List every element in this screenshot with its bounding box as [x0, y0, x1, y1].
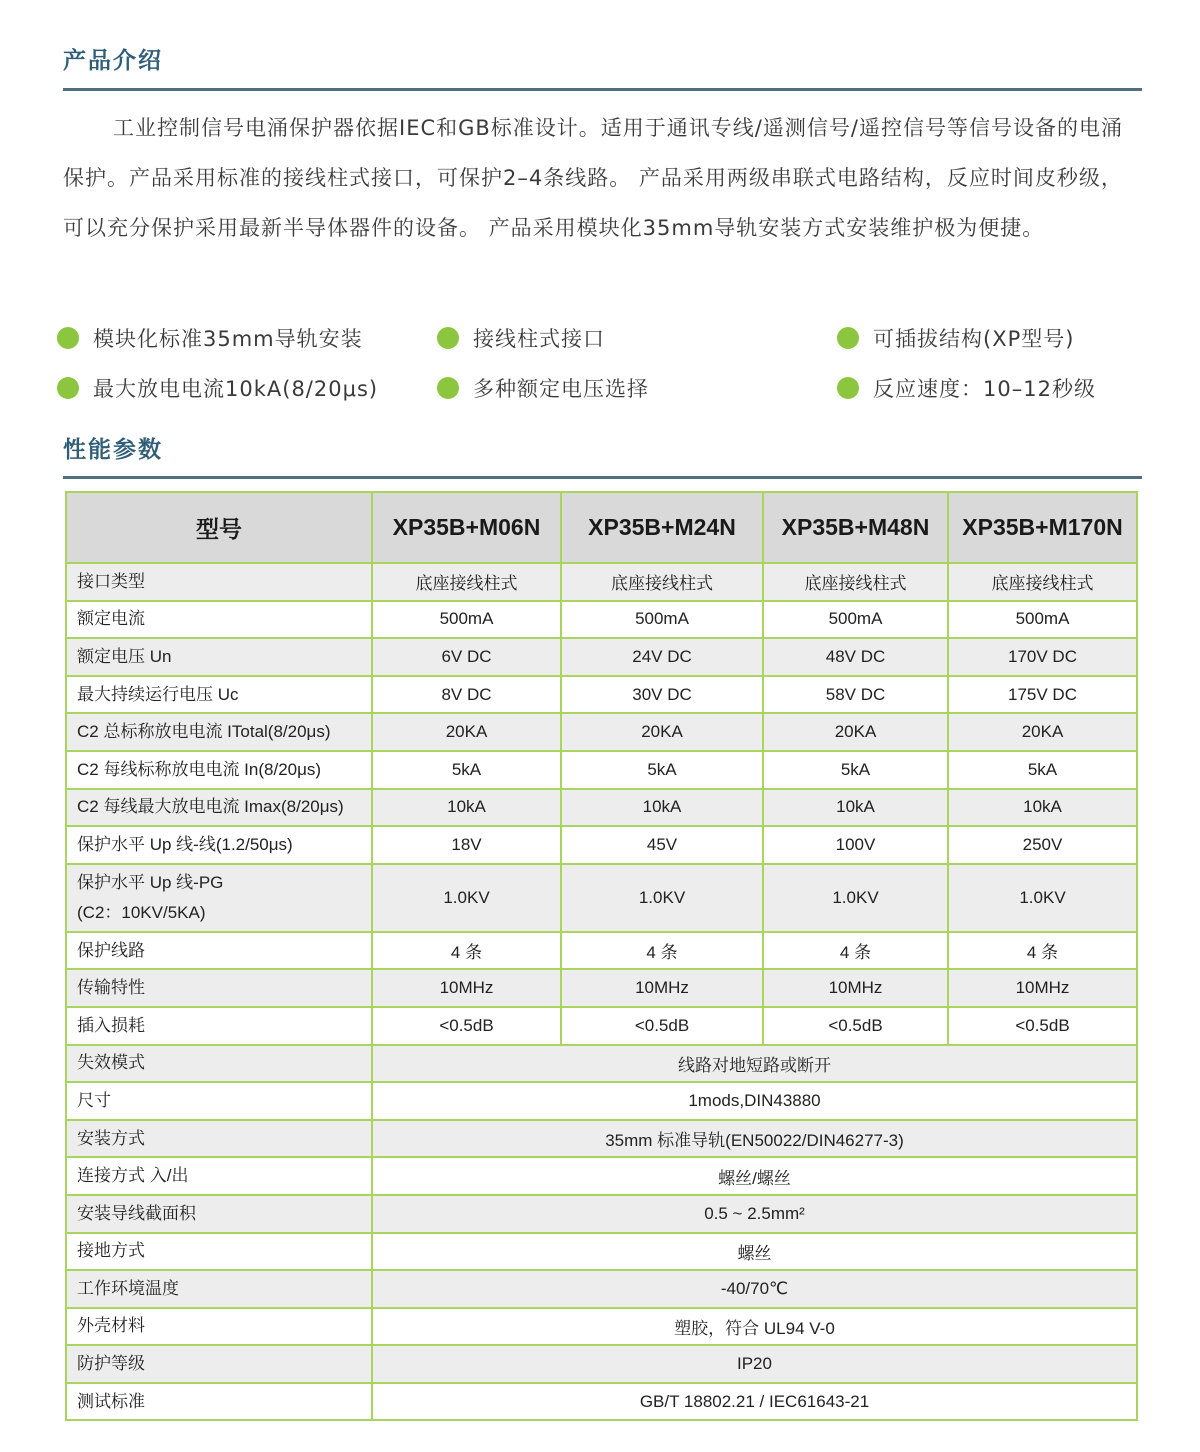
feature-item [57, 368, 378, 408]
cell-value: 5kA [948, 751, 1137, 789]
table-row [66, 1308, 1137, 1346]
cell-value: 250V [948, 826, 1137, 864]
green-bullet-icon [837, 377, 859, 399]
table-row [66, 751, 1137, 789]
green-bullet-icon [437, 327, 459, 349]
spec-table-header-row [66, 492, 1137, 563]
cell-value: 5kA [763, 751, 948, 789]
cell-value: 10MHz [948, 969, 1137, 1007]
cell-value: 45V [561, 826, 763, 864]
cell-value: 175V DC [948, 676, 1137, 714]
row-label: 工作环境温度 [66, 1270, 372, 1308]
feature-label: 多种额定电压选择 [473, 377, 649, 401]
feature-item [57, 318, 363, 358]
cell-value: 20KA [763, 713, 948, 751]
cell-value: 20KA [948, 713, 1137, 751]
row-label: C2 总标称放电电流 ITotal(8/20μs) [66, 713, 372, 751]
cell-value: 100V [763, 826, 948, 864]
spec-section-title: 性能参数 [63, 437, 163, 463]
cell-value: 底座接线柱式 [948, 563, 1137, 601]
table-row [66, 1045, 1137, 1083]
row-label-subline: (C2：10KV/5KA) [77, 902, 206, 922]
cell-value: 4 条 [763, 932, 948, 970]
cell-value: 4 条 [561, 932, 763, 970]
cell-value: 10MHz [561, 969, 763, 1007]
row-label [66, 864, 372, 932]
table-row [66, 1007, 1137, 1045]
table-row [66, 713, 1137, 751]
row-label: 连接方式 入/出 [66, 1157, 372, 1195]
cell-value: 10MHz [763, 969, 948, 1007]
feature-item [837, 368, 1096, 408]
header-model-m06n: XP35B+M06N [372, 492, 561, 563]
cell-value: 48V DC [763, 638, 948, 676]
feature-item [437, 368, 649, 408]
intro-paragraph: 工业控制信号电涌保护器依据IEC和GB标准设计。适用于通讯专线/遥测信号/遥控信号等信号设备的电涌保护。产品采用标准的接线柱式接口，可保护2–4条线路。 产品采用两级串联式电路结构，反应时间皮秒级，可以充分保护采用最新半导体器件的设备。 产品采用模块化35mm导轨安装方式安装维护极为便捷。 [63, 116, 1123, 240]
row-label: 防护等级 [66, 1345, 372, 1383]
table-row [66, 826, 1137, 864]
table-row [66, 1157, 1137, 1195]
cell-value: 5kA [561, 751, 763, 789]
cell-value: 10MHz [372, 969, 561, 1007]
cell-value: 底座接线柱式 [763, 563, 948, 601]
cell-value: 底座接线柱式 [372, 563, 561, 601]
cell-value: 10kA [763, 789, 948, 827]
merged-cell-value: 35mm 标准导轨(EN50022/DIN46277-3) [372, 1120, 1137, 1158]
merged-cell-value: 1mods,DIN43880 [372, 1082, 1137, 1120]
merged-cell-value: IP20 [372, 1345, 1137, 1383]
feature-label: 接线柱式接口 [473, 327, 605, 351]
cell-value: 10kA [948, 789, 1137, 827]
cell-value: 4 条 [372, 932, 561, 970]
row-label: 安装方式 [66, 1120, 372, 1158]
merged-cell-value: 0.5 ~ 2.5mm² [372, 1195, 1137, 1233]
header-model-label: 型号 [66, 492, 372, 563]
cell-value: 10kA [372, 789, 561, 827]
green-bullet-icon [57, 377, 79, 399]
merged-cell-value: 螺丝 [372, 1233, 1137, 1271]
cell-value: 4 条 [948, 932, 1137, 970]
cell-value: 1.0KV [561, 864, 763, 932]
intro-section-divider [63, 88, 1142, 91]
row-label: 接口类型 [66, 563, 372, 601]
cell-value: <0.5dB [948, 1007, 1137, 1045]
spec-table [65, 491, 1138, 1421]
table-row [66, 1233, 1137, 1271]
cell-value: 8V DC [372, 676, 561, 714]
header-model-m48n: XP35B+M48N [763, 492, 948, 563]
spec-section-divider [63, 476, 1142, 479]
row-label: 额定电流 [66, 601, 372, 639]
cell-value: <0.5dB [763, 1007, 948, 1045]
row-label: C2 每线标称放电电流 In(8/20μs) [66, 751, 372, 789]
feature-label: 可插拔结构(XP型号) [873, 327, 1075, 351]
row-label: 尺寸 [66, 1082, 372, 1120]
table-row [66, 1195, 1137, 1233]
table-row [66, 932, 1137, 970]
row-label: 外壳材料 [66, 1308, 372, 1346]
cell-value: <0.5dB [561, 1007, 763, 1045]
feature-label: 反应速度：10–12秒级 [873, 377, 1096, 401]
feature-label: 最大放电电流10kA(8/20μs) [93, 377, 379, 401]
row-label: C2 每线最大放电电流 Imax(8/20μs) [66, 789, 372, 827]
row-label: 保护水平 Up 线-线(1.2/50μs) [66, 826, 372, 864]
row-label-line: 保护水平 Up 线-PG [77, 872, 224, 892]
table-row [66, 1345, 1137, 1383]
table-row [66, 969, 1137, 1007]
table-row [66, 638, 1137, 676]
table-row [66, 789, 1137, 827]
cell-value: 1.0KV [763, 864, 948, 932]
cell-value: 24V DC [561, 638, 763, 676]
table-row [66, 1082, 1137, 1120]
row-label: 插入损耗 [66, 1007, 372, 1045]
row-label: 传输特性 [66, 969, 372, 1007]
cell-value: 18V [372, 826, 561, 864]
cell-value: 底座接线柱式 [561, 563, 763, 601]
cell-value: 20KA [561, 713, 763, 751]
row-label: 最大持续运行电压 Uc [66, 676, 372, 714]
row-label: 额定电压 Un [66, 638, 372, 676]
row-label: 失效模式 [66, 1045, 372, 1083]
header-model-m170n: XP35B+M170N [948, 492, 1137, 563]
merged-cell-value: GB/T 18802.21 / IEC61643-21 [372, 1383, 1137, 1421]
cell-value: 10kA [561, 789, 763, 827]
table-row [66, 601, 1137, 639]
cell-value: 5kA [372, 751, 561, 789]
feature-item [437, 318, 605, 358]
green-bullet-icon [837, 327, 859, 349]
merged-cell-value: 塑胶，符合 UL94 V-0 [372, 1308, 1137, 1346]
cell-value: 30V DC [561, 676, 763, 714]
row-label: 保护线路 [66, 932, 372, 970]
cell-value: 500mA [372, 601, 561, 639]
feature-label: 模块化标准35mm导轨安装 [93, 327, 363, 351]
feature-item [837, 318, 1074, 358]
row-label: 接地方式 [66, 1233, 372, 1271]
row-label: 安装导线截面积 [66, 1195, 372, 1233]
green-bullet-icon [437, 377, 459, 399]
cell-value: 500mA [763, 601, 948, 639]
cell-value: 6V DC [372, 638, 561, 676]
green-bullet-icon [57, 327, 79, 349]
row-label: 测试标准 [66, 1383, 372, 1421]
cell-value: 500mA [561, 601, 763, 639]
merged-cell-value: 线路对地短路或断开 [372, 1045, 1137, 1083]
cell-value: 170V DC [948, 638, 1137, 676]
header-model-m24n: XP35B+M24N [561, 492, 763, 563]
cell-value: 20KA [372, 713, 561, 751]
table-row [66, 1120, 1137, 1158]
table-row [66, 1383, 1137, 1421]
merged-cell-value: 螺丝/螺丝 [372, 1157, 1137, 1195]
table-row [66, 1270, 1137, 1308]
cell-value: 500mA [948, 601, 1137, 639]
cell-value: 58V DC [763, 676, 948, 714]
merged-cell-value: -40/70℃ [372, 1270, 1137, 1308]
table-row [66, 864, 1137, 932]
cell-value: 1.0KV [372, 864, 561, 932]
table-row [66, 563, 1137, 601]
table-row [66, 676, 1137, 714]
cell-value: 1.0KV [948, 864, 1137, 932]
cell-value: <0.5dB [372, 1007, 561, 1045]
intro-section-title: 产品介绍 [63, 48, 163, 74]
